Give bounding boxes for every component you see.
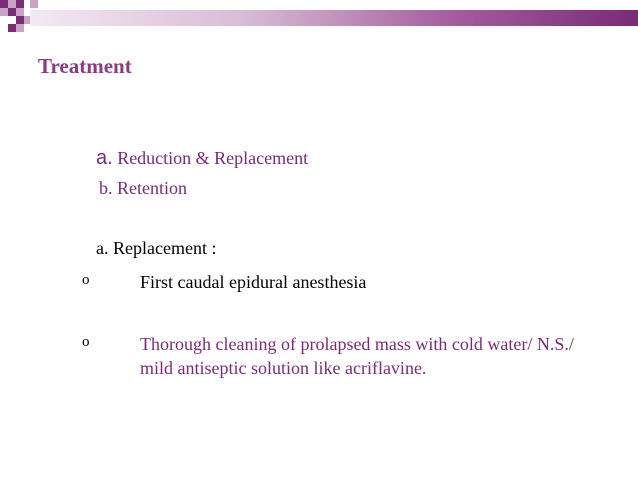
- checker-square: [8, 8, 16, 16]
- bullet-marker: o: [82, 334, 90, 350]
- checker-square: [16, 8, 24, 16]
- subheading-reduction-replacement: [96, 147, 308, 170]
- checker-square: [30, 0, 38, 8]
- bullet-text-cleaning: Thorough cleaning of prolapsed mass with cold water/ N.S./ mild antiseptic solution like acriflavine.: [140, 334, 574, 378]
- slide-title: Treatment: [38, 54, 132, 78]
- checker-square: [16, 24, 24, 32]
- checker-square: [8, 0, 16, 8]
- checker-square: [16, 0, 24, 8]
- subheading-letter: a.: [96, 147, 113, 169]
- checker-square: [0, 8, 8, 16]
- subheading-text: Reduction & Replacement: [112, 148, 309, 168]
- checker-square: [0, 0, 8, 8]
- bullet-text-anesthesia: First caudal epidural anesthesia: [140, 272, 367, 292]
- checker-square: [16, 16, 24, 24]
- section-label-replacement: a. Replacement :: [96, 238, 217, 258]
- header-gradient-bar: [30, 10, 638, 26]
- subheading-retention: b. Retention: [99, 178, 187, 198]
- checker-square: [8, 24, 16, 32]
- bullet-marker: o: [82, 272, 90, 288]
